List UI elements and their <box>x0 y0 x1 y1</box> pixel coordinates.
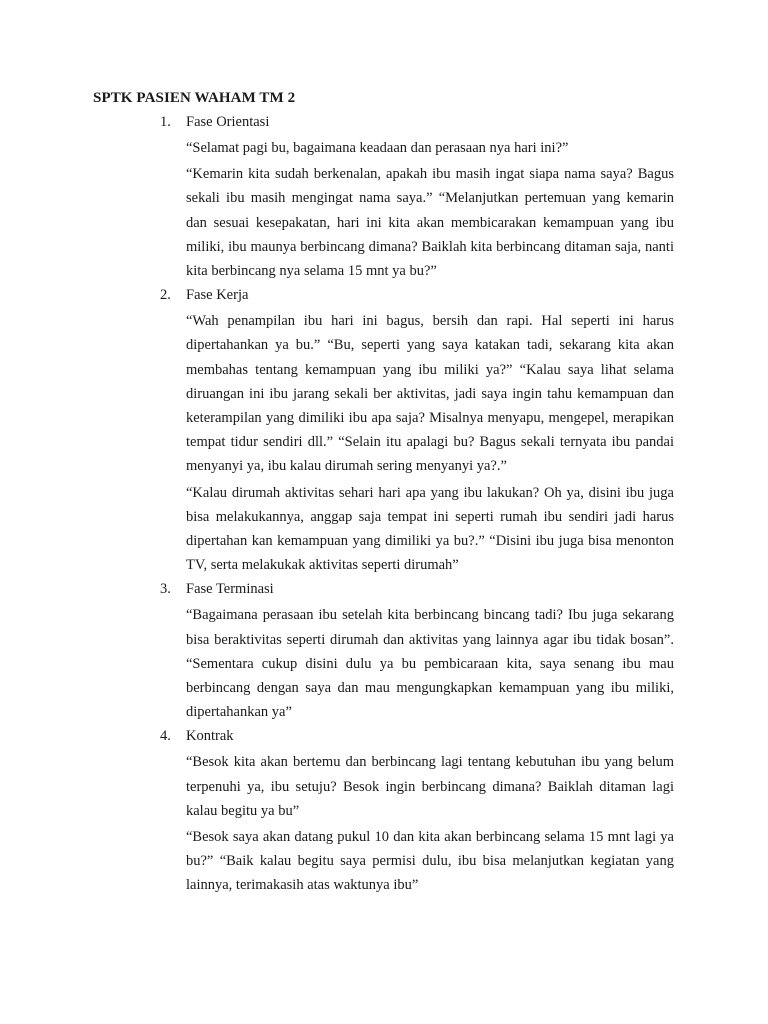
dialogue-paragraph: “Wah penampilan ibu hari ini bagus, bersih dan rapi. Hal seperti ini harus dipertahankan ya bu.” “Bu, seperti yang saya katakan tadi, sekarang kita akan membahas tentang kemampuan yang ibu miliki ya?” “Kalau saya lihat selama diruangan ini ibu jarang sekali ber aktivitas, jadi saya ingin tahu kemampuan dan keterampilan yang dimiliki ibu apa saja? Misalnya menyapu, mengepel, merapikan tempat tidur sendiri dll.” “Selain itu apalagi bu? Bagus sekali ternyata ibu pandai menyanyi ya, ibu kalau dirumah sering menyanyi ya?.” <box>186 313 674 475</box>
section-list <box>0 112 768 900</box>
section-heading-row <box>0 285 768 309</box>
dialogue-paragraph: “Kalau dirumah aktivitas sehari hari apa yang ibu lakukan? Oh ya, disini ibu juga bisa melakukannya, anggap saja tempat ini seperti rumah ibu sendiri jadi harus dipertahan kan kemampuan yang dimiliki ya bu?.” “Disini ibu juga bisa menonton TV, serta melakukak aktivitas seperti dirumah” <box>186 484 674 574</box>
section-kontrak <box>0 726 768 897</box>
section-heading: Fase Kerja <box>186 287 249 304</box>
document-title: SPTK PASIEN WAHAM TM 2 <box>93 90 296 106</box>
section-fase-orientasi <box>0 112 768 283</box>
section-heading-row <box>0 112 768 136</box>
section-heading: Fase Orientasi <box>186 114 270 130</box>
section-number: 1. <box>160 114 171 130</box>
dialogue-paragraph: “Besok saya akan datang pukul 10 dan kita akan berbincang selama 15 mnt lagi ya bu?” “Baik kalau begitu saya permisi dulu, ibu bisa melanjutkan kegiatan yang lainnya, terimakasih atas waktunya ibu” <box>186 829 674 894</box>
dialogue-paragraph: “Selamat pagi bu, bagaimana keadaan dan perasaan nya hari ini?” <box>186 140 569 156</box>
section-heading-row <box>0 726 768 750</box>
dialogue-paragraph: “Kemarin kita sudah berkenalan, apakah ibu masih ingat siapa nama saya? Bagus sekali ibu masih mengingat nama saya.” “Melanjutkan pertemuan yang kemarin dan sesuai kesepakatan, hari ini kita akan membicarakan kemampuan yang ibu miliki, ibu maunya berbincang dimana? Baiklah kita berbincang ditaman saja, nanti kita berbincang nya selama 15 mnt ya bu?” <box>186 166 674 280</box>
section-number: 3. <box>160 581 171 598</box>
section-heading: Fase Terminasi <box>186 581 274 598</box>
section-heading-row <box>0 579 768 603</box>
section-fase-terminasi <box>0 579 768 724</box>
section-number: 4. <box>160 728 171 745</box>
section-number: 2. <box>160 287 171 304</box>
dialogue-paragraph: “Bagaimana perasaan ibu setelah kita berbincang bincang tadi? Ibu juga sekarang bisa beraktivitas seperti dirumah dan aktivitas yang lainnya agar ibu tidak bosan”. “Sementara cukup disini dulu ya bu pembicaraan kita, saya senang ibu mau berbincang dengan saya dan mau mengungkapkan kemampuan yang ibu miliki, dipertahankan ya” <box>186 607 674 721</box>
dialogue-paragraph: “Besok kita akan bertemu dan berbincang lagi tentang kebutuhan ibu yang belum terpenuhi ya, ibu setuju? Besok ingin berbincang dimana? Baiklah ditaman lagi kalau begitu ya bu” <box>186 754 674 819</box>
section-heading: Kontrak <box>186 728 234 745</box>
section-fase-kerja <box>0 285 768 577</box>
